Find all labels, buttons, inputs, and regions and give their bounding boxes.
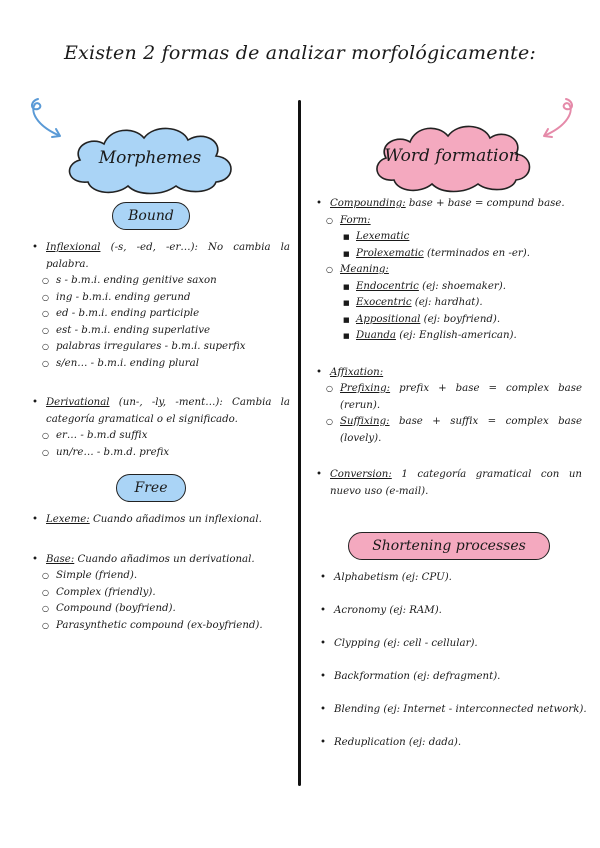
left-column [28,240,290,461]
list-item: ○ s - b.m.i. ending genitive saxon [40,273,290,290]
list-item [340,295,582,312]
derivational-term: Derivational [46,397,110,408]
left-column-free [28,512,290,634]
list-item: ○ palabras irregulares - b.m.i. superfix [40,339,290,356]
conversion-item [312,467,582,500]
conversion-term: Conversion: [330,469,392,480]
prolexematic-text: (terminados en -er). [423,247,530,259]
inflexional-text: (-s, -ed, -er…): No cambia la palabra. [46,242,290,270]
morphemes-cloud [58,118,242,198]
duanda-text: (ej: English-american). [395,330,517,341]
base-item [28,552,290,569]
derivational-text: (un-, -ly, -ment…): Cambia la categoría gramatical o el significado. [46,397,290,425]
bound-label: Bound [128,208,174,224]
list-item: ○ Complex (friendly). [40,585,290,602]
list-item [340,246,582,263]
right-column [312,196,582,500]
meaning-sublist [324,262,582,279]
derivational-list [40,428,290,461]
list-item: ○ ing - b.m.i. ending gerund [40,290,290,307]
page-title: Existen 2 formas de analizar morfológicamente: [63,42,537,64]
affixation-item [312,365,582,382]
list-item [324,381,582,414]
compounding-sublist [324,213,582,230]
exocentric-text: (ej: hardhat). [411,297,483,308]
list-item: • Reduplication (ej: dada). [316,735,588,751]
exocentric-term: Exocentric [356,297,412,308]
list-item: ○ er… - b.m.d suffix [40,428,290,445]
lexeme-term: Lexeme: [46,514,90,525]
appositional-term: Appositional [356,313,421,325]
list-item: ○ Compound (boyfriend). [40,601,290,618]
list-item: • Backformation (ej: defragment). [316,669,588,685]
meaning-list [340,279,582,345]
pink-arrow-icon [536,95,578,143]
list-item: ○ un/re… - b.m.d. prefix [40,445,290,462]
conversion-text: 1 categoría gramatical con un nuevo uso (e-mail). [330,469,582,497]
list-item: • Blending (ej: Internet - interconnected network). [316,702,588,718]
morphemes-heading: Morphemes [98,148,202,168]
derivational-item [28,395,290,428]
shortening-label: Shortening processes [372,538,526,554]
list-item: ○ Parasynthetic compound (ex-boyfriend). [40,618,290,635]
affixation-list [324,381,582,447]
shortening-column [316,570,588,751]
duanda-term: Duanda [356,330,396,341]
compounding-text: base + base = compund base. [405,198,565,209]
list-item: • Acronomy (ej: RAM). [316,603,588,619]
prefixing-term: Prefixing: [340,383,391,394]
base-term: Base: [46,553,75,565]
meaning-term: Meaning: [340,264,389,275]
list-item: ○ ed - b.m.i. ending participle [40,306,290,323]
word-formation-heading: Word formation [384,146,520,166]
bound-pill [112,202,190,230]
affixation-term: Affixation: [330,366,384,378]
base-list [40,568,290,634]
suffixing-text: base + suffix = complex base (lovely). [340,416,582,444]
form-item [324,213,582,230]
lexeme-item [28,512,290,529]
endocentric-text: (ej: shoemaker). [418,280,506,292]
inflexional-item [28,240,290,273]
list-item [324,414,582,447]
column-divider [298,100,301,786]
appositional-text: (ej: boyfriend). [420,313,501,325]
list-item: ○ s/en… - b.m.i. ending plural [40,356,290,373]
list-item: • Alphabetism (ej: CPU). [316,570,588,586]
suffixing-term: Suffixing: [340,416,390,427]
list-item [340,312,582,329]
list-item: ○ Simple (friend). [40,568,290,585]
prolexematic-term: Prolexematic [356,247,424,259]
inflexional-term: Inflexional [46,242,101,253]
inflexional-list [40,273,290,372]
list-item [340,328,582,345]
list-item: • Clypping (ej: cell - cellular). [316,636,588,652]
list-item [340,229,582,246]
prefixing-text: prefix + base = complex base (rerun). [340,383,582,411]
free-pill [116,474,186,502]
compounding-term: Compounding: [330,198,406,209]
lexematic-term: Lexematic [356,231,410,242]
shortening-list [316,570,588,751]
form-list [340,229,582,262]
lexeme-text: Cuando añadimos un inflexional. [89,514,262,525]
base-text: Cuando añadimos un derivational. [74,553,255,565]
free-label: Free [134,480,168,496]
endocentric-term: Endocentric [356,280,419,292]
word-formation-cloud [366,116,538,196]
list-item [340,279,582,296]
list-item: ○ est - b.m.i. ending superlative [40,323,290,340]
compounding-item [312,196,582,213]
form-term: Form: [340,214,371,226]
meaning-item [324,262,582,279]
shortening-pill [348,532,550,560]
